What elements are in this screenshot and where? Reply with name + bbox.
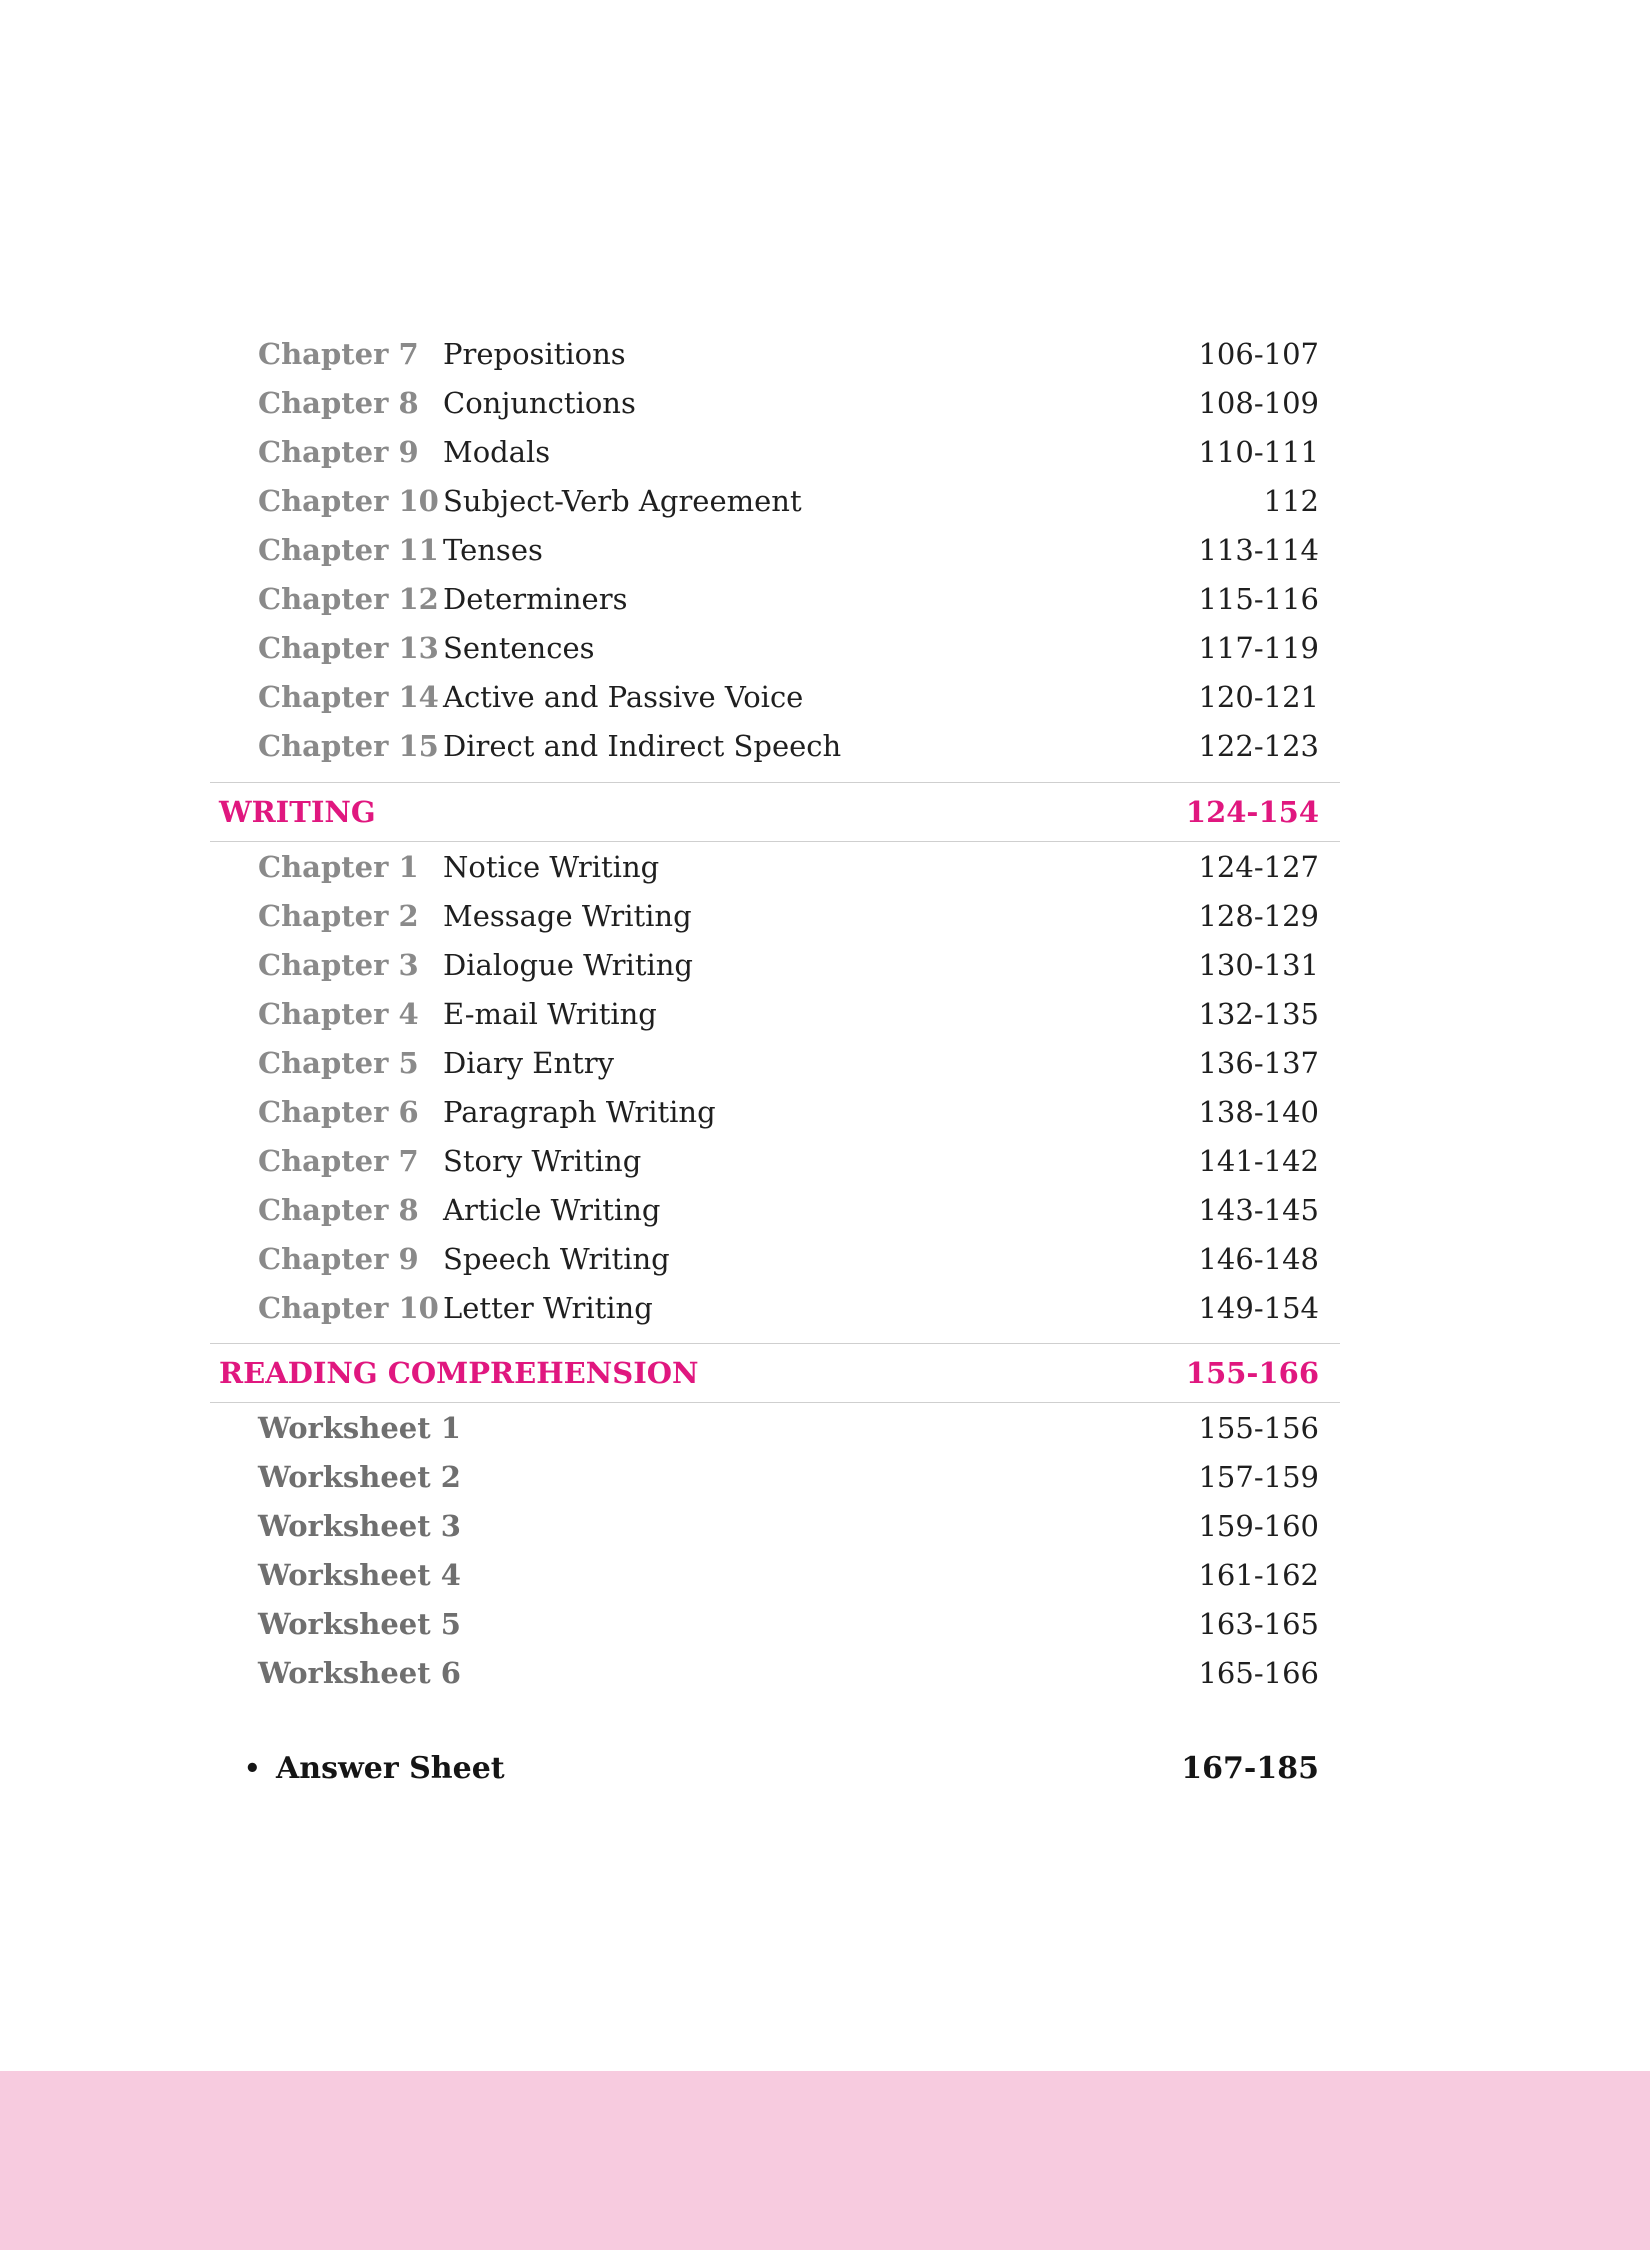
toc-row[interactable] [0,1600,1650,1649]
section-header-reading-comprehension[interactable] [210,1343,1340,1403]
page-range: 110-111 [1198,435,1319,469]
toc-row[interactable] [0,428,1650,477]
chapter-title: Direct and Indirect Speech [443,729,842,763]
worksheet-label: Worksheet 6 [258,1656,461,1690]
chapter-number: Chapter 10 [258,484,439,518]
chapter-title: Subject-Verb Agreement [443,484,802,518]
toc-row[interactable] [0,1404,1650,1453]
toc-row[interactable] [0,990,1650,1039]
page-range: 165-166 [1198,1656,1319,1690]
page-range: 113-114 [1198,533,1319,567]
chapter-number: Chapter 6 [258,1095,419,1129]
section-page-range: 155-166 [1185,1356,1319,1390]
chapter-title: Dialogue Writing [443,948,693,982]
page-range: 108-109 [1198,386,1319,420]
page-range: 106-107 [1198,337,1319,371]
chapter-title: Diary Entry [443,1046,615,1080]
page-range: 149-154 [1198,1291,1319,1325]
answer-sheet-row[interactable] [0,1744,1650,1794]
worksheet-label: Worksheet 3 [258,1509,461,1543]
chapter-number: Chapter 3 [258,948,419,982]
page-range: 155-156 [1198,1411,1319,1445]
toc-row[interactable] [0,1502,1650,1551]
page-range: 117-119 [1198,631,1319,665]
chapter-title: Article Writing [443,1193,661,1227]
toc-row[interactable] [0,575,1650,624]
chapter-title: Letter Writing [443,1291,653,1325]
page-range: 138-140 [1198,1095,1319,1129]
page-range: 157-159 [1198,1460,1319,1494]
toc-row[interactable] [0,1649,1650,1698]
chapter-title: Determiners [443,582,628,616]
toc-row[interactable] [0,1088,1650,1137]
worksheet-label: Worksheet 5 [258,1607,461,1641]
worksheet-label: Worksheet 2 [258,1460,461,1494]
section-header-writing[interactable] [210,782,1340,842]
toc-row[interactable] [0,1453,1650,1502]
page-range: 128-129 [1198,899,1319,933]
chapter-title: Modals [443,435,551,469]
page-range: 112 [1263,484,1319,518]
chapter-title: Sentences [443,631,595,665]
page-range: 141-142 [1198,1144,1319,1178]
chapter-number: Chapter 12 [258,582,439,616]
chapter-number: Chapter 1 [258,850,419,884]
toc-row[interactable] [0,1137,1650,1186]
chapter-title: Tenses [443,533,543,567]
worksheet-label: Worksheet 1 [258,1411,461,1445]
chapter-number: Chapter 9 [258,1242,419,1276]
toc-row[interactable] [0,722,1650,771]
section-page-range: 124-154 [1185,795,1319,829]
chapter-number: Chapter 8 [258,1193,419,1227]
page-range: 167-185 [1181,1751,1319,1786]
chapter-number: Chapter 13 [258,631,439,665]
toc-row[interactable] [0,892,1650,941]
section-title: READING COMPREHENSION [219,1356,699,1390]
page-range: 159-160 [1198,1509,1319,1543]
chapter-title: Story Writing [443,1144,642,1178]
toc-row[interactable] [0,379,1650,428]
toc-row[interactable] [0,330,1650,379]
page-range: 163-165 [1198,1607,1319,1641]
chapter-number: Chapter 10 [258,1291,439,1325]
page-range: 115-116 [1198,582,1319,616]
chapter-title: Active and Passive Voice [443,680,804,714]
page-range: 136-137 [1198,1046,1319,1080]
chapter-title: Message Writing [443,899,692,933]
chapter-title: Paragraph Writing [443,1095,716,1129]
chapter-number: Chapter 15 [258,729,439,763]
page-range: 143-145 [1198,1193,1319,1227]
page-range: 122-123 [1198,729,1319,763]
toc-row[interactable] [0,1039,1650,1088]
bullet-icon: • [244,1754,261,1784]
toc-row[interactable] [0,1186,1650,1235]
page-range: 132-135 [1198,997,1319,1031]
chapter-number: Chapter 4 [258,997,419,1031]
section-title: WRITING [219,795,376,829]
page-range: 120-121 [1198,680,1319,714]
page-range: 161-162 [1198,1558,1319,1592]
chapter-number: Chapter 2 [258,899,419,933]
chapter-number: Chapter 14 [258,680,439,714]
toc-row[interactable] [0,624,1650,673]
page-range: 130-131 [1198,948,1319,982]
toc-row[interactable] [0,477,1650,526]
chapter-title: Prepositions [443,337,626,371]
toc-row[interactable] [0,673,1650,722]
toc-row[interactable] [0,1551,1650,1600]
toc-row[interactable] [0,1284,1650,1333]
toc-row[interactable] [0,941,1650,990]
toc-row[interactable] [0,526,1650,575]
page-range: 124-127 [1198,850,1319,884]
chapter-number: Chapter 8 [258,386,419,420]
chapter-number: Chapter 5 [258,1046,419,1080]
page-range: 146-148 [1198,1242,1319,1276]
worksheet-label: Worksheet 4 [258,1558,461,1592]
chapter-title: Speech Writing [443,1242,670,1276]
chapter-number: Chapter 9 [258,435,419,469]
chapter-title: Conjunctions [443,386,636,420]
chapter-title: E-mail Writing [443,997,657,1031]
toc-row[interactable] [0,1235,1650,1284]
chapter-number: Chapter 7 [258,337,419,371]
chapter-title: Notice Writing [443,850,660,884]
chapter-number: Chapter 7 [258,1144,419,1178]
answer-sheet-label: Answer Sheet [276,1751,505,1786]
chapter-number: Chapter 11 [258,533,439,567]
toc-row[interactable] [0,843,1650,892]
footer-band [0,2071,1650,2250]
